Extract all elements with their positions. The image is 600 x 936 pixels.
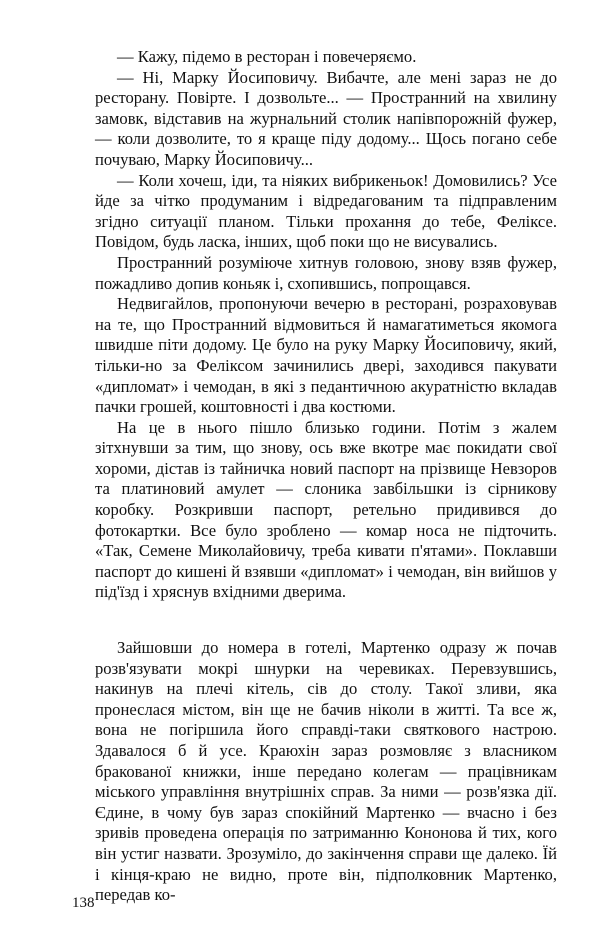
paragraph: Пространний розуміюче хитнув головою, знову взяв фужер, пожадливо допив коньяк і, схопившись, попрощався.	[95, 252, 557, 293]
page-number: 138	[72, 895, 95, 911]
paragraph: — Ні, Марку Йосиповичу. Вибачте, але мені зараз не до ресторану. Повірте. І дозвольте... — Пространний на хвилину замовк, відставив на журнальний столик напівпорожній фужер, — коли дозволите, то я краще піду додому... Щось погано себе почуваю, Марку Йосиповичу...	[95, 67, 557, 169]
text-section-1	[95, 47, 557, 603]
paragraph: — Коли хочеш, іди, та ніяких вибрикеньок! Домовились? Усе йде за чітко продуманим і відредагованим та підправленим згідно ситуації планом. Тільки прохання до тебе, Феліксе. Повідом, будь ласка, інших, щоб поки що не висувались.	[95, 170, 557, 252]
paragraph: На це в нього пішло близько години. Потім з жалем зітхнувши за тим, що знову, ось вже вкотре має покидати свої хороми, дістав із тайничка новий паспорт на прізвище Невзоров та платиновий амулет — слоника завбільшки із сірникову коробку. Розкривши паспорт, ретельно придивився до фотокартки. Все було зроблено — комар носа не підточить. «Так, Семене Миколайовичу, треба кивати п'ятами». Поклавши паспорт до кишені й взявши «дипломат» і чемодан, він вийшов у під'їзд і хряснув вхідними дверима.	[95, 417, 557, 602]
paragraph: — Кажу, підемо в ресторан і повечеряємо.	[117, 47, 417, 66]
paragraph: Недвигайлов, пропонуючи вечерю в ресторані, розраховував на те, що Пространний відмовиться й намагатиметься якомога швидше піти додому. Це було на руку Марку Йосиповичу, який, тільки-но за Феліксом зачинились двері, заходився пакувати «дипломат» і чемодан, в які з педантичною акуратністю вкладав пачки грошей, коштовності і два костюми.	[95, 294, 557, 417]
text-section-2	[95, 638, 557, 906]
paragraph: Зайшовши до номера в готелі, Мартенко одразу ж почав розв'язувати мокрі шнурки на черевиках. Перевзувшись, накинув на плечі кітель, сів до столу. Такої зливи, яка пронеслася містом, він ще не бачив ніколи в житті. Та все ж, вона не погіршила його справді-таки святкового настрою. Здавалося б й усе. Краюхін зараз розмовляє з власником бракованої книжки, інше передано колегам — працівникам міського управління внутрішніх справ. За ними — розв'язка дії. Єдине, в чому був зараз спокійний Мартенко — вчасно і без зривів проведена операція по затриманню Кононова й тих, кого він устиг назвати. Зрозуміло, до закінчення справи ще далеко. Їй і кінця-краю не видно, проте він, підполковник Мартенко, передав ко-	[95, 638, 557, 905]
